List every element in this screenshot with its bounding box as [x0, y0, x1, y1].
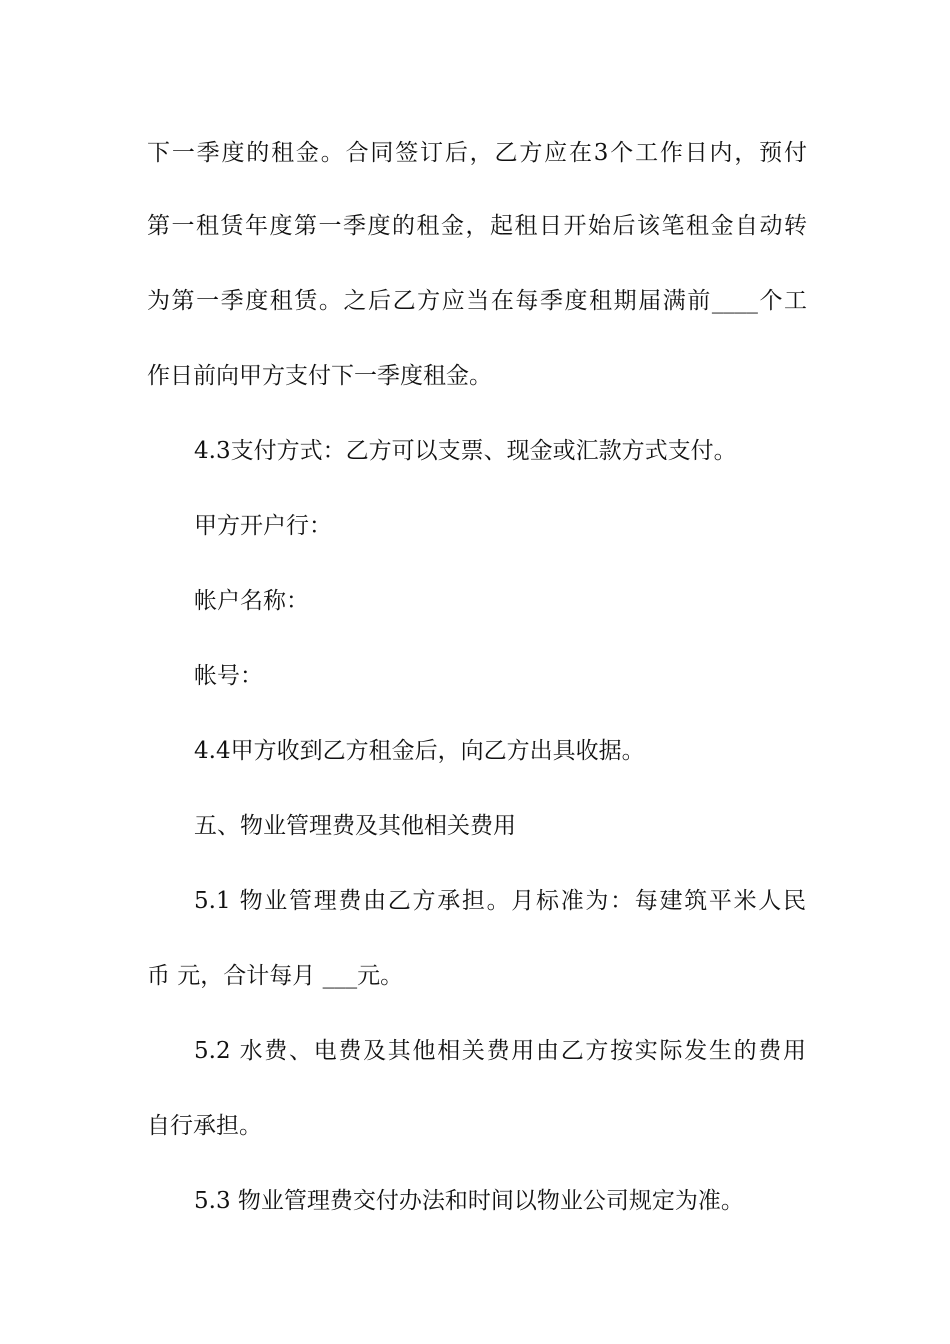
paragraph-line-1: 下一季度的租金。合同签订后，乙方应在3个工作日内，预付 [147, 140, 807, 166]
property-fee-clause-line-1: 5.1 物业管理费由乙方承担。月标准为：每建筑平米人民 [194, 888, 806, 914]
payment-method-clause: 4.3支付方式：乙方可以支票、现金或汇款方式支付。 [194, 438, 737, 464]
payment-rule-clause: 5.3 物业管理费交付办法和时间以物业公司规定为准。 [194, 1188, 744, 1214]
utility-fee-clause-line-2: 自行承担。 [147, 1113, 262, 1139]
utility-fee-clause-line-1: 5.2 水费、电费及其他相关费用由乙方按实际发生的费用 [194, 1038, 806, 1064]
paragraph-line-3: 为第一季度租赁。之后乙方应当在每季度租期届满前____个工 [147, 288, 807, 314]
property-fee-clause-line-2: 币 元，合计每月 ___元。 [147, 963, 404, 989]
paragraph-line-4: 作日前向甲方支付下一季度租金。 [147, 363, 492, 389]
bank-label: 甲方开户行： [194, 513, 332, 539]
receipt-clause: 4.4甲方收到乙方租金后，向乙方出具收据。 [194, 738, 645, 764]
account-name-label: 帐户名称： [194, 588, 309, 614]
section-heading: 五、物业管理费及其他相关费用 [194, 813, 516, 839]
paragraph-line-2: 第一租赁年度第一季度的租金，起租日开始后该笔租金自动转 [147, 213, 807, 239]
account-number-label: 帐号： [194, 663, 263, 689]
